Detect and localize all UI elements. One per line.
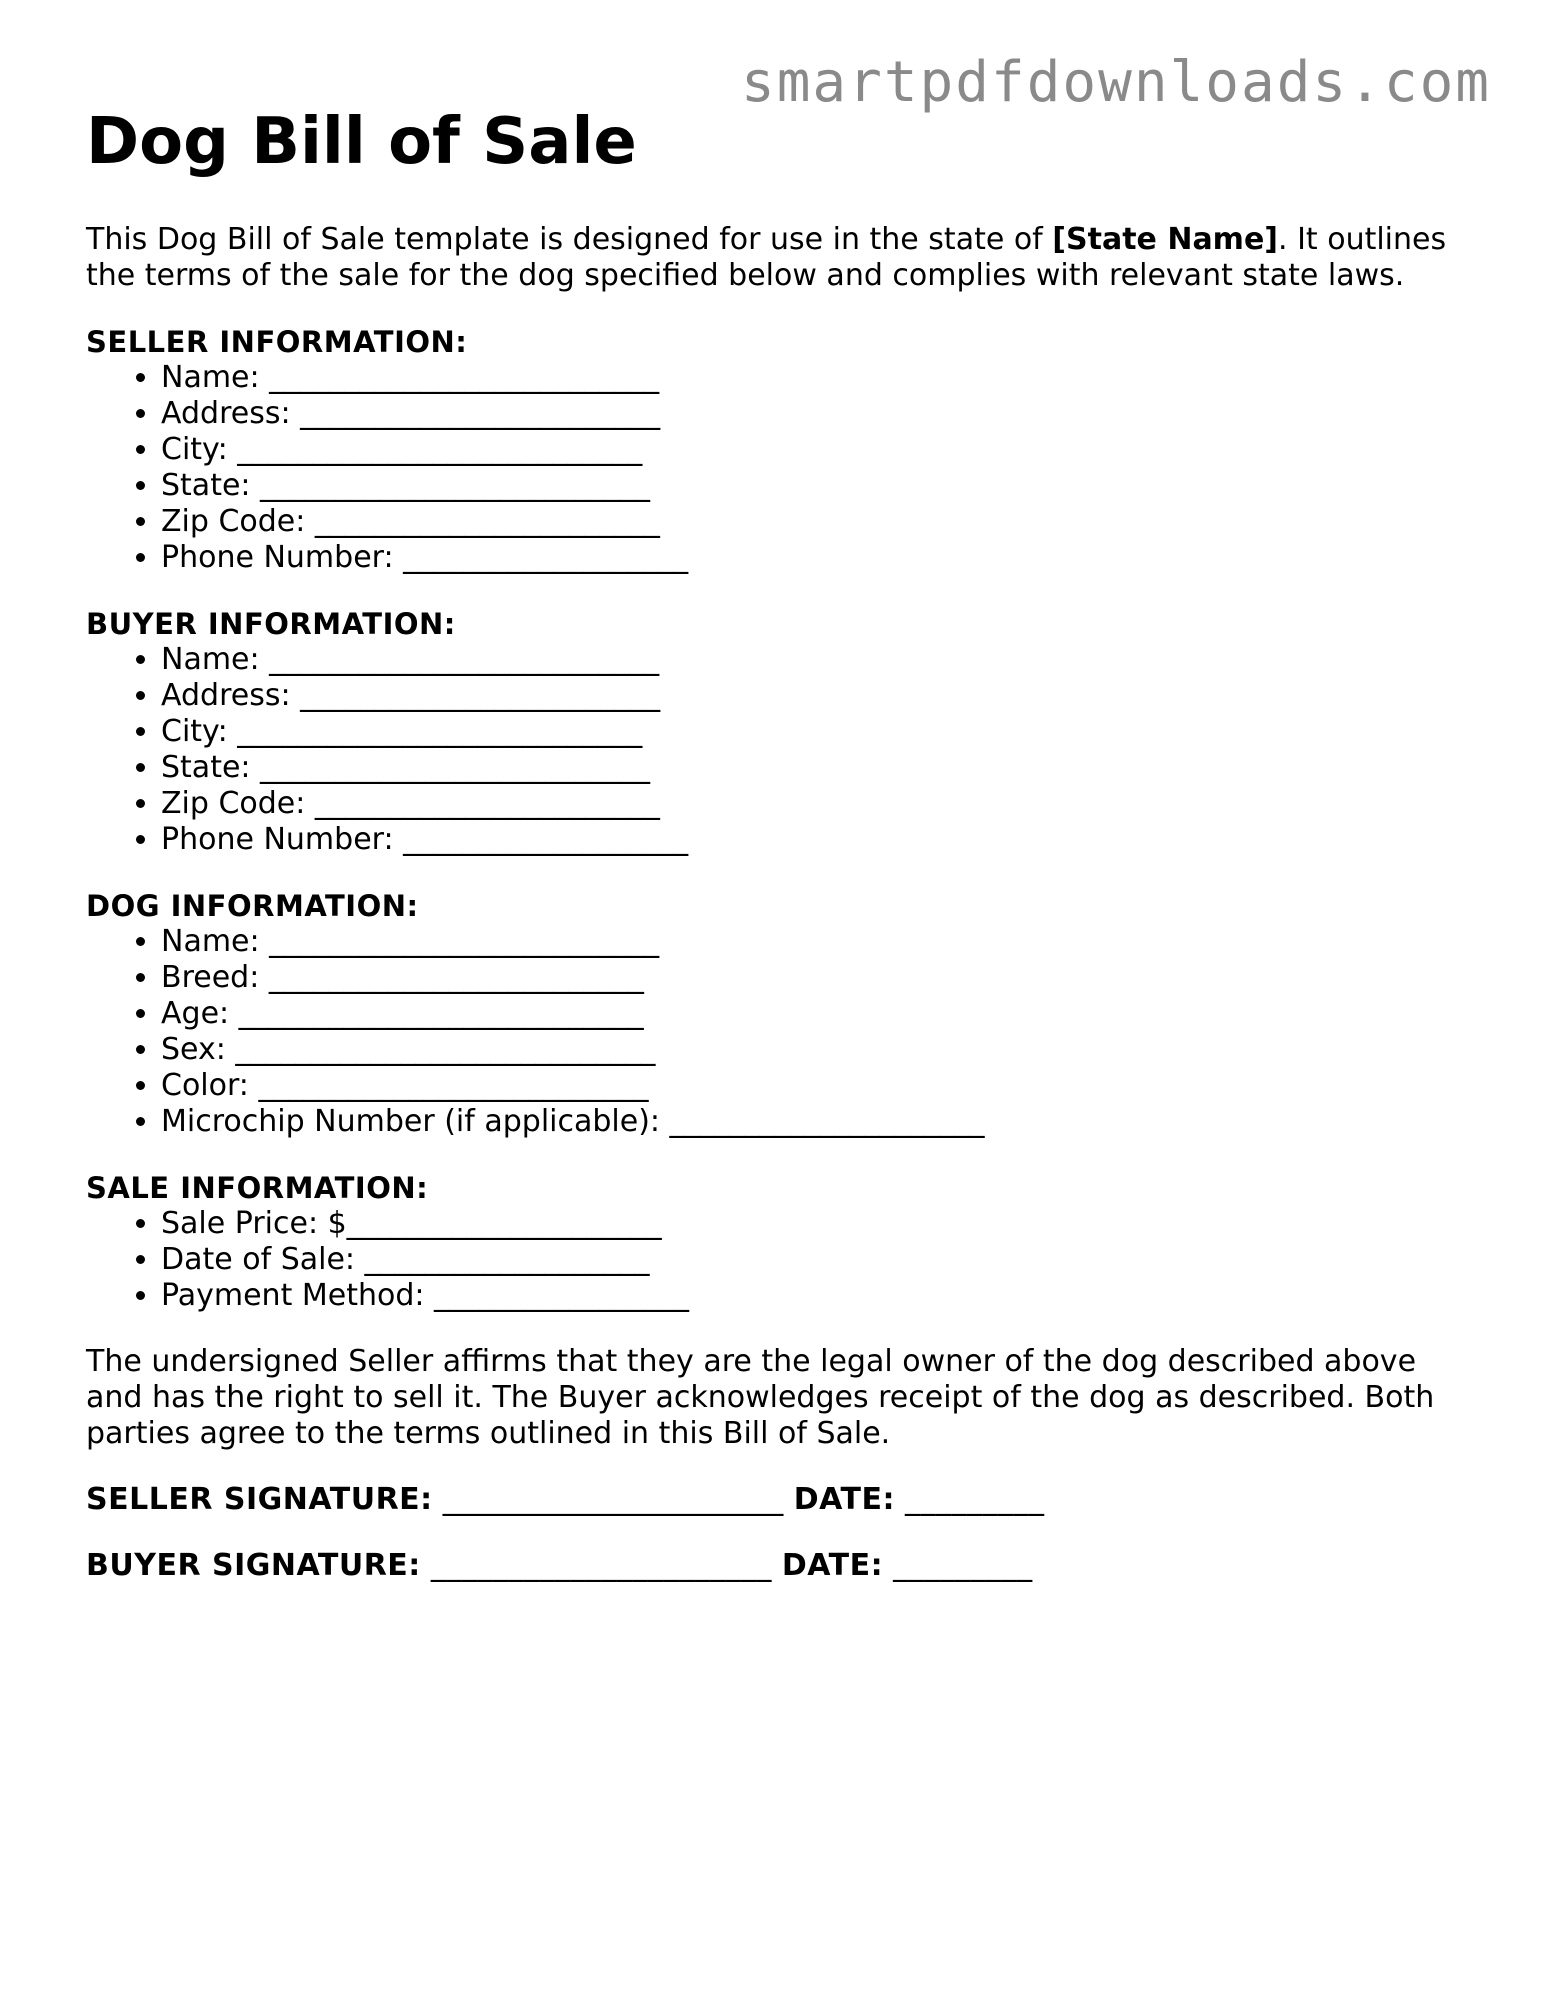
buyer-city-field[interactable]: • City: ___________________________ [161, 714, 1476, 750]
buyer-zip-field[interactable]: • Zip Code: _______________________ [161, 786, 1476, 822]
dog-section-heading: DOG INFORMATION: [86, 889, 419, 923]
seller-address-field[interactable]: • Address: ________________________ [161, 396, 1476, 432]
document-title: Dog Bill of Sale [86, 105, 637, 179]
buyer-section-heading: BUYER INFORMATION: [86, 607, 456, 641]
sale-price-field[interactable]: • Sale Price: $_____________________ [161, 1206, 1476, 1242]
affirmation-paragraph: The undersigned Seller affirms that they are the legal owner of the dog described above and has the right to sell it. The Buyer acknowledges receipt of the dog as described. Both parties agree to the terms outlined in this Bill of Sale. [86, 1344, 1435, 1451]
seller-info-list [86, 360, 1476, 576]
buyer-signature-label: BUYER SIGNATURE: [86, 1548, 421, 1583]
buyer-date-label: DATE: [781, 1548, 884, 1583]
buyer-signature-line [86, 1548, 1476, 1584]
seller-date-field[interactable]: _________ [895, 1482, 1045, 1517]
sale-date-field[interactable]: • Date of Sale: ___________________ [161, 1242, 1476, 1278]
buyer-date-field[interactable]: _________ [883, 1548, 1033, 1583]
seller-city-field[interactable]: • City: ___________________________ [161, 432, 1476, 468]
buyer-name-field[interactable]: • Name: __________________________ [161, 642, 1476, 678]
seller-signature-label: SELLER SIGNATURE: [86, 1482, 433, 1517]
seller-section-heading: SELLER INFORMATION: [86, 325, 468, 359]
dog-breed-field[interactable]: • Breed: _________________________ [161, 960, 1476, 996]
seller-signature-line [86, 1482, 1476, 1518]
intro-text-before: This Dog Bill of Sale template is designed for use in the state of [86, 222, 1053, 257]
buyer-phone-field[interactable]: • Phone Number: ___________________ [161, 822, 1476, 858]
seller-phone-field[interactable]: • Phone Number: ___________________ [161, 540, 1476, 576]
seller-name-field[interactable]: • Name: __________________________ [161, 360, 1476, 396]
dog-name-field[interactable]: • Name: __________________________ [161, 924, 1476, 960]
buyer-state-field[interactable]: • State: __________________________ [161, 750, 1476, 786]
seller-state-field[interactable]: • State: __________________________ [161, 468, 1476, 504]
watermark: smartpdfdownloads.com [740, 50, 1491, 115]
intro-paragraph [86, 222, 1476, 294]
seller-signature-field[interactable]: ______________________ [432, 1482, 794, 1517]
buyer-address-field[interactable]: • Address: ________________________ [161, 678, 1476, 714]
dog-sex-field[interactable]: • Sex: ____________________________ [161, 1032, 1476, 1068]
seller-date-label: DATE: [793, 1482, 896, 1517]
intro-text-after: . It outlines the terms of the sale for the dog specified below and complies with relevant state laws. [86, 222, 1447, 293]
sale-info-list [86, 1206, 1476, 1314]
dog-color-field[interactable]: • Color: __________________________ [161, 1068, 1476, 1104]
buyer-info-list [86, 642, 1476, 858]
state-name-placeholder: [State Name] [1052, 222, 1278, 257]
payment-method-field[interactable]: • Payment Method: _________________ [161, 1278, 1476, 1314]
seller-zip-field[interactable]: • Zip Code: _______________________ [161, 504, 1476, 540]
dog-info-list [86, 924, 1476, 1140]
dog-age-field[interactable]: • Age: ___________________________ [161, 996, 1476, 1032]
sale-section-heading: SALE INFORMATION: [86, 1171, 429, 1205]
buyer-signature-field[interactable]: ______________________ [420, 1548, 782, 1583]
document-body [86, 222, 1476, 1614]
dog-microchip-field[interactable]: • Microchip Number (if applicable): _____________________ [161, 1104, 1476, 1140]
